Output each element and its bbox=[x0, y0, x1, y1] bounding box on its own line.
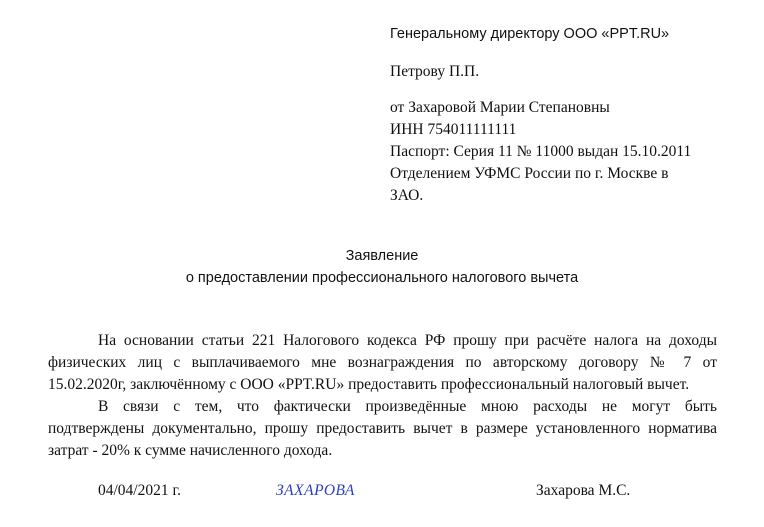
sender-inn-line: ИНН 754011111111 bbox=[390, 121, 517, 138]
document-subtitle: о предоставлении профессионального налогового вычета bbox=[185, 270, 579, 286]
paragraph-1-line-2: физических лиц с выплачиваемого мне вознаграждения по авторскому договору № 7 от bbox=[48, 354, 717, 371]
recipient-line-2: Петрову П.П. bbox=[390, 63, 480, 80]
sender-name-line: от Захаровой Марии Степановны bbox=[390, 99, 610, 116]
sender-passport-line: Паспорт: Серия 11 № 11000 выдан 15.10.2011 bbox=[390, 143, 692, 160]
paragraph-1-line-3: 15.02.2020г, заключённому с ООО «PPT.RU» предоставить профессиональный налоговый вычет. bbox=[48, 376, 690, 393]
passport-issued-by-line-1: Отделением УФМС России по г. Москве в bbox=[390, 165, 669, 182]
passport-issued-by-line-2: ЗАО. bbox=[390, 187, 424, 204]
recipient-line-1: Генеральному директору ООО «PPT.RU» bbox=[390, 26, 670, 42]
document-date: 04/04/2021 г. bbox=[98, 482, 181, 499]
paragraph-2-line-2: подтверждены документально, прошу предоставить вычет в размере установленного норматива bbox=[48, 420, 717, 437]
handwritten-signature: ЗАХАРОВА bbox=[276, 482, 355, 499]
document-title: Заявление bbox=[345, 248, 419, 264]
paragraph-1-line-1: На основании статьи 221 Налогового кодекса РФ прошу при расчёте налога на доходы bbox=[98, 332, 717, 349]
paragraph-2-line-1: В связи с тем, что фактически произведённые мною расходы не могут быть bbox=[98, 398, 717, 415]
signer-name: Захарова М.С. bbox=[536, 482, 631, 499]
paragraph-2-line-3: затрат - 20% к сумме начисленного дохода. bbox=[48, 442, 333, 459]
